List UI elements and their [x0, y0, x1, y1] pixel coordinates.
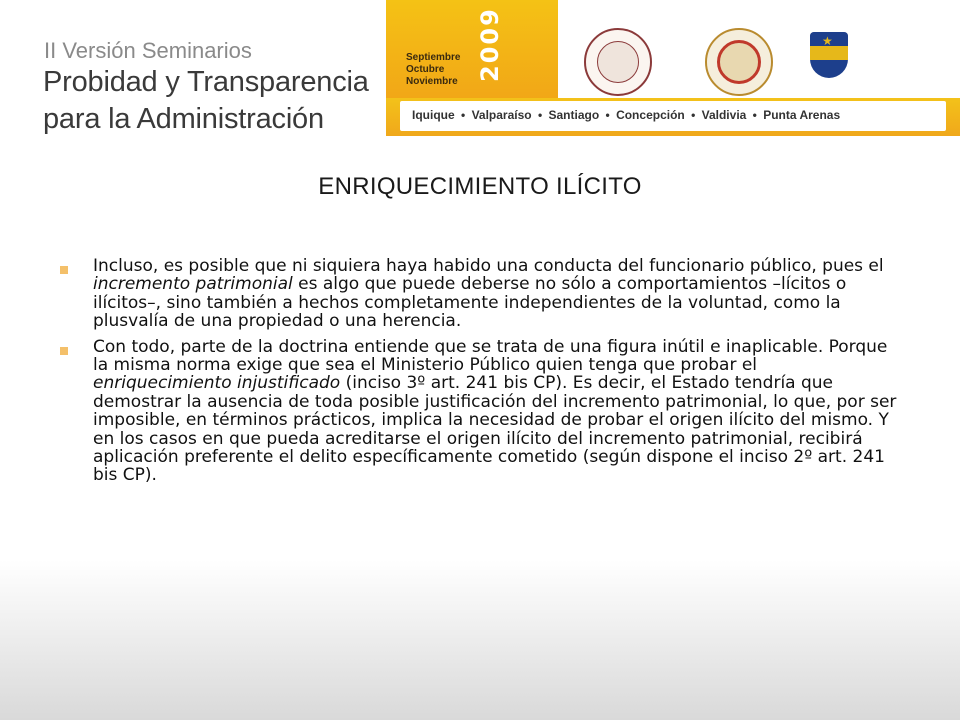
month-label: Noviembre — [406, 76, 458, 87]
contraloria-seal-icon — [584, 28, 652, 96]
seminar-series: II Versión Seminarios — [44, 38, 252, 63]
month-label: Octubre — [406, 64, 445, 75]
crest-seal-icon — [705, 28, 773, 96]
month-label: Septiembre — [406, 52, 461, 63]
separator-icon: • — [537, 108, 543, 122]
city-label: Punta Arenas — [763, 108, 841, 122]
bullet-marker-icon — [60, 347, 68, 355]
city-label: Concepción — [616, 108, 685, 122]
footer-gradient — [0, 560, 960, 720]
bullet-item — [60, 338, 900, 485]
cities-list — [412, 108, 840, 122]
university-shield-icon: ★ — [810, 32, 848, 78]
city-label: Valparaíso — [471, 108, 532, 122]
bullet-text: Incluso, es posible que ni siquiera haya habido una conducta del funcionario público, pues el incremento patrimonial es algo que puede deberse no sólo a comportamientos –lícitos o ilícitos–, sino también a hechos completamente independientes de la voluntad, como la plusvalía de una propiedad o una herencia. — [93, 256, 884, 332]
city-label: Iquique — [412, 108, 455, 122]
bullet-list — [60, 257, 900, 492]
bullet-item — [60, 257, 900, 331]
separator-icon: • — [461, 108, 466, 122]
italic-term: enriquecimiento injustificado — [93, 373, 341, 394]
italic-term: incremento patrimonial — [93, 274, 293, 295]
seminar-header — [0, 0, 385, 145]
slide-title: ENRIQUECIMIENTO ILÍCITO — [318, 173, 642, 200]
bullet-text: Con todo, parte de la doctrina entiende que se trata de una figura inútil e inaplicable. Porque la misma norma exige que sea el Ministerio Público quien tenga que probar el enriquecimiento injustificado (inciso 3º art. 241 bis CP). Es decir, el Estado tendría que demostrar la ausencia de toda posible justificación del incremento patrimonial, lo que, por ser imposible, en términos prácticos, implica la necesidad de probar el origen ilícito del mismo. Y en los casos en que pueda acreditarse el origen ilícito del incremento patrimonial, recibirá aplicación preferente el delito específicamente cometido (según dispone el inciso 2º art. 241 bis CP). — [93, 336, 897, 486]
separator-icon: • — [752, 108, 757, 122]
separator-icon: • — [605, 108, 610, 122]
year-label: 2009 — [476, 7, 504, 82]
city-label: Valdivia — [701, 108, 747, 122]
bullet-marker-icon — [60, 266, 68, 274]
city-label: Santiago — [548, 108, 600, 122]
seminar-title-line-1: Probidad y Transparencia — [43, 66, 369, 98]
months-list — [406, 52, 460, 88]
separator-icon: • — [691, 108, 696, 122]
date-banner — [386, 0, 558, 98]
seminar-title-line-2: para la Administración — [43, 103, 324, 135]
cities-bar — [386, 98, 960, 136]
